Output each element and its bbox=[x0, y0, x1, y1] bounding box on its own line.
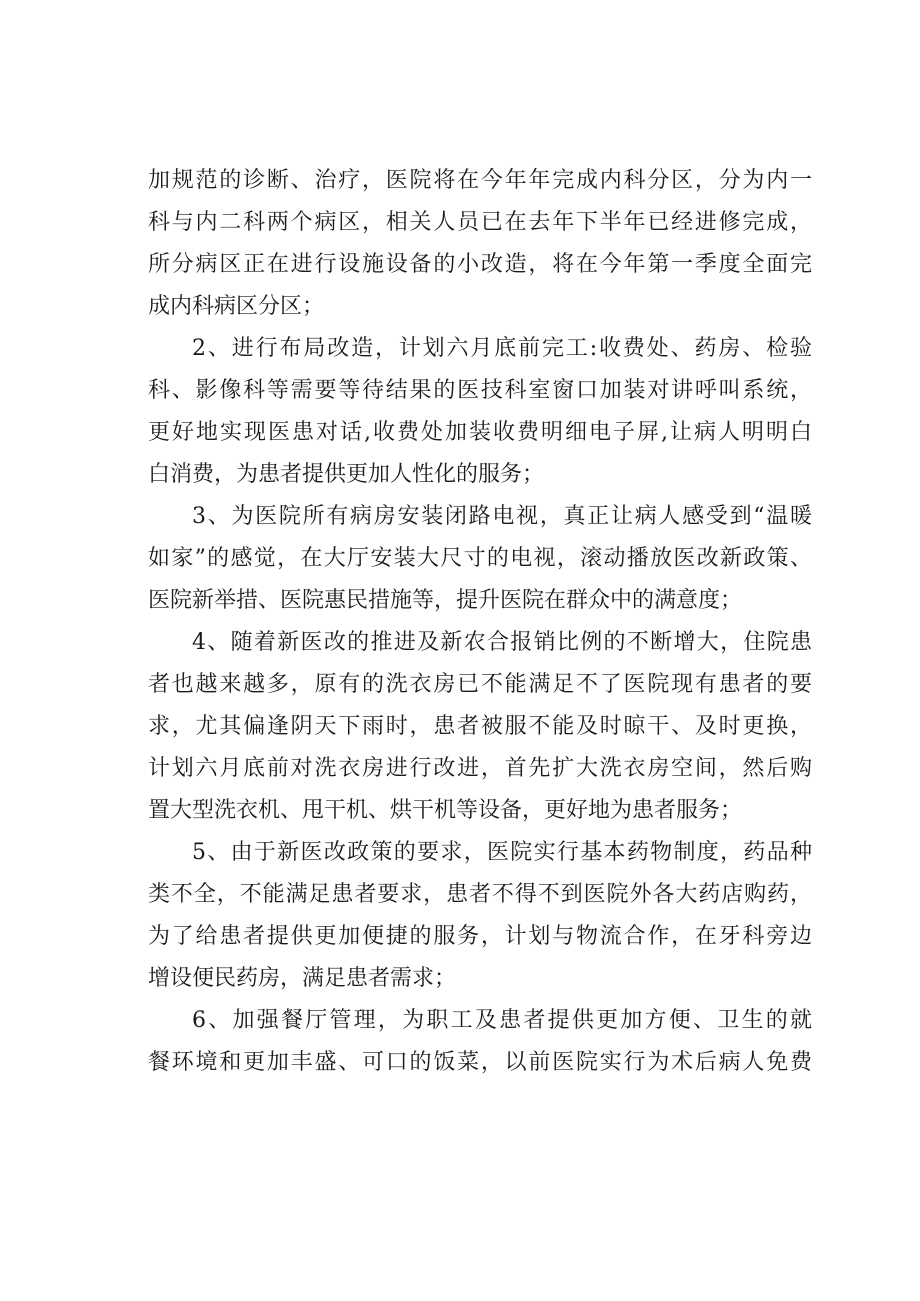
text-line: 为了给患者提供更加便捷的服务，计划与物流合作，在牙科旁边 bbox=[148, 924, 812, 949]
text-line: 类不全，不能满足患者要求，患者不得不到医院外各大药店购药， bbox=[148, 882, 812, 907]
text-line: 成内科病区分区； bbox=[148, 294, 325, 319]
text-line: 2、进行布局改造，计划六月底前完工:收费处、药房、检验 bbox=[192, 336, 812, 361]
text-line: 加规范的诊断、治疗，医院将在今年年完成内科分区，分为内一 bbox=[148, 168, 812, 193]
text-line: 置大型洗衣机、甩干机、烘干机等设备，更好地为患者服务； bbox=[148, 798, 743, 823]
text-line: 医院新举措、医院惠民措施等，提升医院在群众中的满意度； bbox=[148, 588, 743, 613]
text-line: 所分病区正在进行设施设备的小改造，将在今年第一季度全面完 bbox=[148, 252, 812, 277]
text-line: 4、随着新医改的推进及新农合报销比例的不断增大，住院患 bbox=[192, 630, 812, 655]
text-line: 5、由于新医改政策的要求，医院实行基本药物制度，药品种 bbox=[192, 840, 812, 865]
text-line: 计划六月底前对洗衣房进行改进，首先扩大洗衣房空间，然后购 bbox=[148, 756, 812, 781]
text-line: 6、加强餐厅管理，为职工及患者提供更加方便、卫生的就 bbox=[192, 1008, 812, 1033]
paragraph-item-4 bbox=[148, 622, 812, 832]
paragraph-item-3 bbox=[148, 496, 812, 622]
text-line: 科与内二科两个病区，相关人员已在去年下半年已经进修完成， bbox=[148, 210, 812, 235]
text-line: 白消费，为患者提供更加人性化的服务； bbox=[148, 462, 545, 487]
paragraph-item-5 bbox=[148, 832, 812, 1000]
text-line: 者也越来越多，原有的洗衣房已不能满足不了医院现有患者的要 bbox=[148, 672, 812, 697]
text-line: 增设便民药房，满足患者需求； bbox=[148, 966, 457, 991]
text-line: 科、影像科等需要等待结果的医技科室窗口加装对讲呼叫系统， bbox=[148, 378, 812, 403]
paragraph-continuation bbox=[148, 160, 812, 328]
paragraph-item-2 bbox=[148, 328, 812, 496]
text-line: 餐环境和更加丰盛、可口的饭菜，以前医院实行为术后病人免费 bbox=[148, 1050, 812, 1075]
text-line: 3、为医院所有病房安装闭路电视，真正让病人感受到“温暖 bbox=[192, 504, 812, 529]
text-line: 如家”的感觉，在大厅安装大尺寸的电视，滚动播放医改新政策、 bbox=[148, 546, 812, 571]
document-body bbox=[148, 160, 812, 1084]
text-line: 更好地实现医患对话,收费处加装收费明细电子屏,让病人明明白 bbox=[148, 420, 812, 445]
text-line: 求，尤其偏逢阴天下雨时，患者被服不能及时晾干、及时更换， bbox=[148, 714, 812, 739]
paragraph-item-6 bbox=[148, 1000, 812, 1084]
